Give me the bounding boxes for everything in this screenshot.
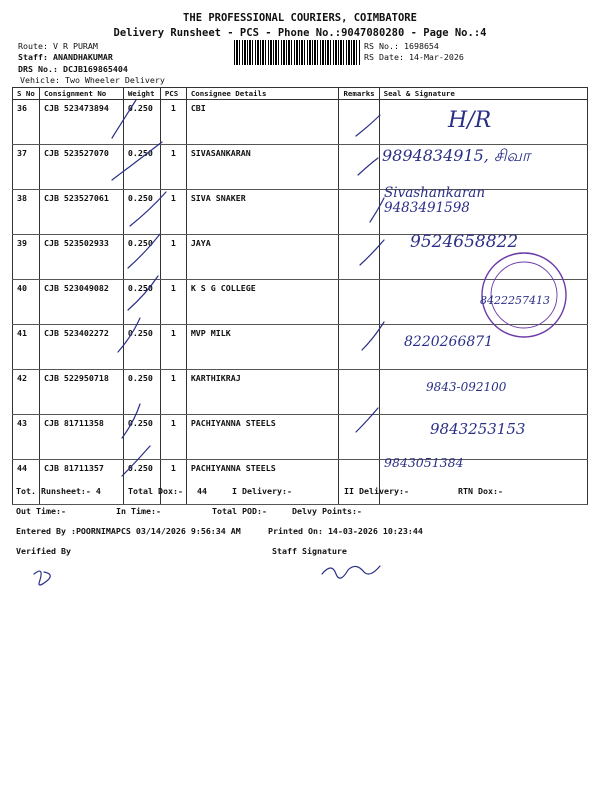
consignee-cell: PACHIYANNA STEELS — [186, 460, 339, 505]
table-header-row — [13, 88, 588, 100]
consignment-cell: CJB 81711357 — [39, 460, 123, 505]
pcs-cell: 1 — [160, 325, 186, 370]
sno-cell: 41 — [13, 325, 40, 370]
drs-number: DRS No.: DCJB169865404 — [18, 64, 128, 74]
consignment-cell: CJB 523527070 — [39, 145, 123, 190]
pcs-cell: 1 — [160, 460, 186, 505]
consignee-cell: PACHIYANNA STEELS — [186, 415, 339, 460]
total-dox-label: Total Dox:- — [128, 486, 183, 496]
page-title: THE PROFESSIONAL COURIERS, COIMBATORE — [183, 12, 417, 24]
ii-delivery: II Delivery:- — [344, 486, 409, 496]
col-signature: Seal & Signature — [379, 88, 587, 100]
consignment-cell: CJB 523527061 — [39, 190, 123, 235]
sno-cell: 39 — [13, 235, 40, 280]
col-remarks: Remarks — [339, 88, 379, 100]
printed-on: Printed On: 14-03-2026 10:23:44 — [268, 526, 423, 536]
signature-text: 9843051384 — [384, 455, 464, 470]
remarks-cell — [339, 280, 379, 325]
col-sno: S No — [13, 88, 40, 100]
remarks-cell — [339, 370, 379, 415]
total-pod: Total POD:- — [212, 506, 267, 516]
sno-cell: 36 — [13, 100, 40, 145]
consignment-cell: CJB 522950718 — [39, 370, 123, 415]
consignee-cell: CBI — [186, 100, 339, 145]
col-consignee: Consignee Details — [186, 88, 339, 100]
table-row — [13, 100, 588, 145]
tot-runsheet: Tot. Runsheet:- 4 — [16, 486, 101, 496]
pcs-cell: 1 — [160, 190, 186, 235]
remarks-cell — [339, 325, 379, 370]
pcs-cell: 1 — [160, 370, 186, 415]
consignee-cell: KARTHIKRAJ — [186, 370, 339, 415]
consignee-cell: JAYA — [186, 235, 339, 280]
rs-date: RS Date: 14-Mar-2026 — [364, 52, 464, 62]
consignment-cell: CJB 523402272 — [39, 325, 123, 370]
sno-cell: 44 — [13, 460, 40, 505]
rtn-dox: RTN Dox:- — [458, 486, 503, 496]
pcs-cell: 1 — [160, 415, 186, 460]
weight-cell: 0.250 — [123, 100, 160, 145]
total-dox-value: 44 — [197, 486, 207, 496]
signature-text: 9894834915, சிவா — [382, 146, 531, 165]
remarks-cell — [339, 100, 379, 145]
consignee-cell: K S G COLLEGE — [186, 280, 339, 325]
remarks-cell — [339, 145, 379, 190]
vehicle-label: Vehicle: Two Wheeler Delivery — [20, 75, 165, 85]
weight-cell: 0.250 — [123, 415, 160, 460]
consignee-cell: SIVASANKARAN — [186, 145, 339, 190]
verified-signature — [34, 571, 50, 585]
pcs-cell: 1 — [160, 145, 186, 190]
signature-text: 9843253153 — [430, 420, 526, 438]
col-weight: Weight — [123, 88, 160, 100]
weight-cell: 0.250 — [123, 370, 160, 415]
out-time: Out Time:- — [16, 506, 66, 516]
in-time: In Time:- — [116, 506, 161, 516]
col-consignment: Consignment No — [39, 88, 123, 100]
weight-cell: 0.250 — [123, 325, 160, 370]
remarks-cell — [339, 415, 379, 460]
table-row — [13, 460, 588, 505]
signature-text: 8220266871 — [404, 334, 494, 350]
consignee-cell: SIVA SNAKER — [186, 190, 339, 235]
delvy-points: Delvy Points:- — [292, 506, 362, 516]
consignment-cell: CJB 81711358 — [39, 415, 123, 460]
remarks-cell — [339, 460, 379, 505]
weight-cell: 0.250 — [123, 145, 160, 190]
consignment-cell: CJB 523473894 — [39, 100, 123, 145]
consignment-cell: CJB 523049082 — [39, 280, 123, 325]
staff-signature-mark — [322, 566, 380, 578]
signature-text: 9843-092100 — [426, 380, 507, 394]
pcs-cell: 1 — [160, 100, 186, 145]
pcs-cell: 1 — [160, 235, 186, 280]
i-delivery: I Delivery:- — [232, 486, 292, 496]
sno-cell: 38 — [13, 190, 40, 235]
entered-by: Entered By :POORNIMAPCS 03/14/2026 9:56:34 AM — [16, 526, 241, 536]
sno-cell: 40 — [13, 280, 40, 325]
runsheet-subtitle: Delivery Runsheet - PCS - Phone No.:9047080280 - Page No.:4 — [113, 27, 487, 39]
weight-cell: 0.250 — [123, 190, 160, 235]
weight-cell: 0.250 — [123, 235, 160, 280]
weight-cell: 0.250 — [123, 280, 160, 325]
consignee-cell: MVP MILK — [186, 325, 339, 370]
sno-cell: 42 — [13, 370, 40, 415]
sno-cell: 37 — [13, 145, 40, 190]
weight-cell: 0.250 — [123, 460, 160, 505]
staff-label: Staff: ANANDHAKUMAR — [18, 52, 113, 62]
signature-text: H/R — [448, 108, 492, 133]
signature-text: 8422257413 — [480, 294, 550, 307]
barcode — [234, 40, 360, 65]
remarks-cell — [339, 190, 379, 235]
verified-by: Verified By — [16, 546, 71, 556]
table-row — [13, 325, 588, 370]
staff-signature-label: Staff Signature — [272, 546, 347, 556]
pcs-cell: 1 — [160, 280, 186, 325]
consignment-cell: CJB 523502933 — [39, 235, 123, 280]
signature-text: 9524658822 — [410, 232, 519, 252]
signature-text: Sivashankaran 9483491598 — [384, 185, 486, 216]
col-pcs: PCS — [160, 88, 186, 100]
remarks-cell — [339, 235, 379, 280]
rs-number: RS No.: 1698654 — [364, 41, 439, 51]
route-label: Route: V R PURAM — [18, 41, 98, 51]
sno-cell: 43 — [13, 415, 40, 460]
